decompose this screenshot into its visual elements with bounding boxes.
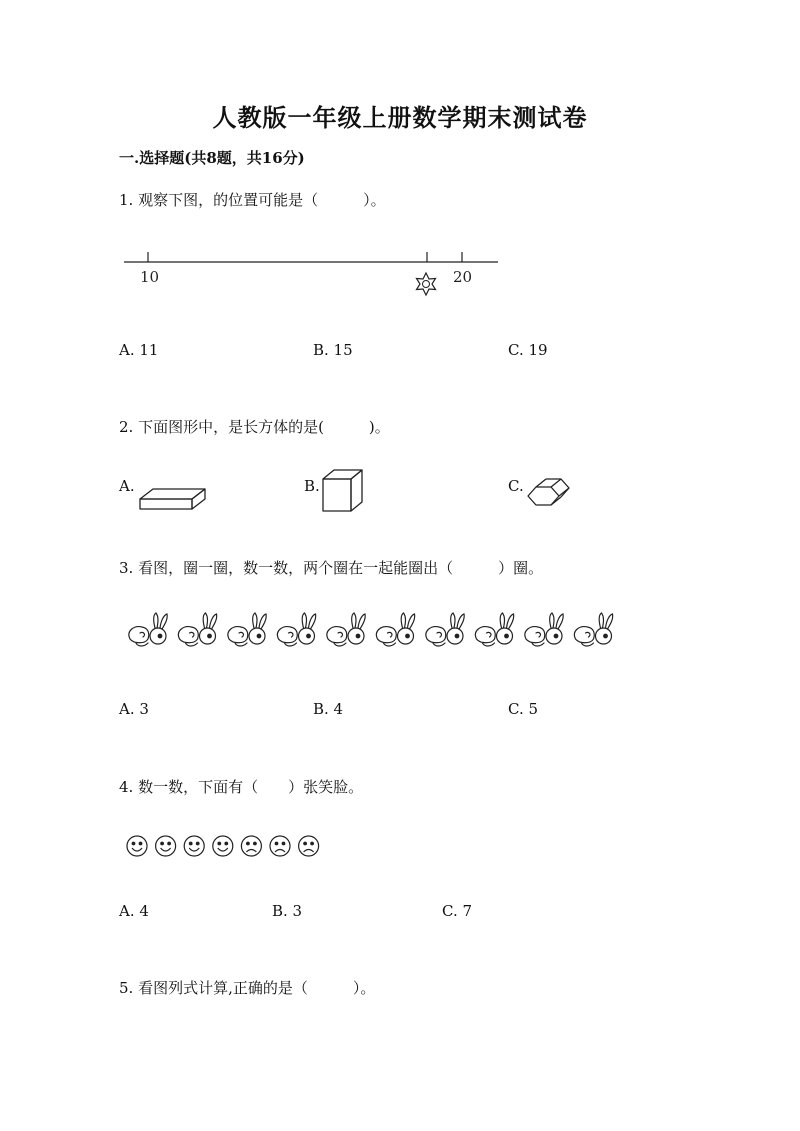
question-2-text: 2. 下面图形中，是长方体的是( )。 bbox=[119, 418, 390, 436]
question-1-text: 1. 观察下图，的位置可能是（ ）。 bbox=[119, 191, 386, 209]
q3-option-b[interactable]: B. 4 bbox=[313, 700, 344, 718]
smiley-face-icon bbox=[184, 836, 204, 856]
q4-option-a[interactable]: A. 4 bbox=[119, 902, 149, 920]
q1-option-b[interactable]: B. 15 bbox=[313, 341, 353, 359]
tick-label-10: 10 bbox=[140, 268, 160, 286]
q2-option-b[interactable]: B. bbox=[304, 477, 320, 495]
q2-option-c[interactable]: C. bbox=[508, 477, 524, 495]
q3-option-a[interactable]: A. 3 bbox=[119, 700, 149, 718]
page-title: 人教版一年级上册数学期末测试卷 bbox=[212, 103, 588, 132]
tick-label-20: 20 bbox=[453, 268, 473, 286]
sad-face-icon bbox=[241, 836, 261, 856]
q1-option-a[interactable]: A. 11 bbox=[119, 341, 159, 359]
q4-option-b[interactable]: B. 3 bbox=[272, 902, 303, 920]
sad-face-icon bbox=[270, 836, 290, 856]
section-heading: 一.选择题(共8题，共16分) bbox=[119, 149, 305, 167]
question-4-text: 4. 数一数，下面有（ ）张笑脸。 bbox=[119, 778, 364, 796]
q2-option-a[interactable]: A. bbox=[119, 477, 135, 495]
question-3-text: 3. 看图，圈一圈，数一数，两个圈在一起能圈出（ ）圈。 bbox=[119, 559, 544, 577]
smiley-face-icon bbox=[156, 836, 176, 856]
q1-option-c[interactable]: C. 19 bbox=[508, 341, 548, 359]
question-5-text: 5. 看图列式计算,正确的是（ ）。 bbox=[119, 979, 376, 997]
smiley-face-icon bbox=[213, 836, 233, 856]
smiley-face-icon bbox=[127, 836, 147, 856]
sad-face-icon bbox=[299, 836, 319, 856]
q3-option-c[interactable]: C. 5 bbox=[508, 700, 539, 718]
q4-option-c[interactable]: C. 7 bbox=[442, 902, 473, 920]
